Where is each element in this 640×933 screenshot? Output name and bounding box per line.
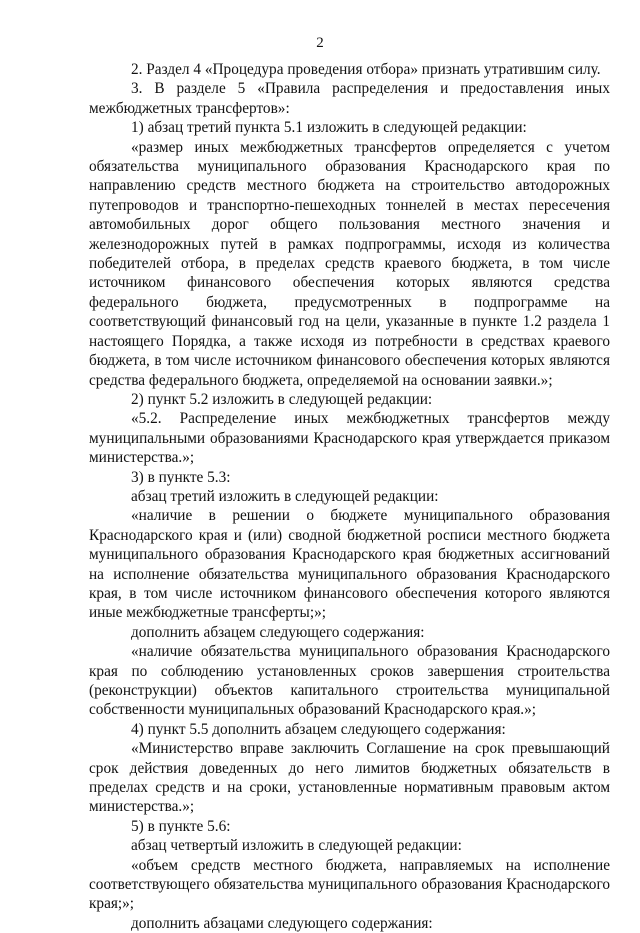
subparagraph-2: 2) пункт 5.2 изложить в следующей редакции:: [131, 390, 433, 408]
document-body: [89, 60, 610, 933]
subparagraph-3: 3) в пункте 5.3:: [131, 468, 231, 486]
quoted-text-5-1: «размер иных межбюджетных трансфертов определяется с учетом обязательства муниципального образования Краснодарского края по направлению средств местного бюджета на строительство автодорожных путепроводов и транспортно-пешеходных тоннелей в местах пересечения автомобильных дорог общего пользования местного значения и железнодорожных путей в рамках подпрограммы, исходя из количества победителей отбора, в пределах средств краевого бюджета, в том числе источником финансового обеспечения которых являются средства федерального бюджета, предусмотренных в подпрограмме на соответствующий финансовый год на цели, указанные в пункте 1.2 раздела 1 настоящего Порядка, а также исходя из потребности в средствах краевого бюджета, в том числе источником финансового обеспечения которых являются средства федерального бюджета, определяемой на основании заявки.»;: [89, 138, 610, 389]
quoted-text-5-6-fourth: «объем средств местного бюджета, направляемых на исполнение соответствующего обязательства муниципального образования Краснодарского края;»;: [89, 856, 610, 913]
page-number: 2: [316, 35, 324, 51]
quoted-text-5-2: «5.2. Распределение иных межбюджетных трансфертов между муниципальными образованиями Краснодарского края утверждается приказом министерства.»;: [89, 410, 610, 467]
paragraph-item-2: 2. Раздел 4 «Процедура проведения отбора» признать утратившим силу.: [131, 61, 601, 78]
quoted-text-5-3-added: «наличие обязательства муниципального образования Краснодарского края по соблюдению установленных сроков завершения строительства (реконструкции) объектов капитального строительства муниципальной собственности муниципальных образований Краснодарского края.»;: [89, 643, 610, 719]
instruction-text: дополнить абзацами следующего содержания:: [131, 914, 433, 932]
instruction-text: дополнить абзацем следующего содержания:: [131, 623, 425, 641]
subparagraph-4: 4) пункт 5.5 дополнить абзацем следующего содержания:: [131, 720, 506, 738]
subparagraph-1: 1) абзац третий пункта 5.1 изложить в следующей редакции:: [131, 119, 527, 137]
paragraph-item-3: 3. В разделе 5 «Правила распределения и предоставления иных межбюджетных трансфертов»:: [89, 80, 610, 117]
instruction-text: абзац четвертый изложить в следующей редакции:: [131, 837, 462, 855]
subparagraph-5: 5) в пункте 5.6:: [131, 817, 231, 835]
quoted-text-5-3-third: «наличие в решении о бюджете муниципального образования Краснодарского края и (или) сводной бюджетной росписи местного бюджета муниципального образования Краснодарского края бюджетных ассигнований на исполнение обязательства муниципального образования Краснодарского края, в том числе источником финансового обеспечения которого являются иные межбюджетные трансферты;»;: [89, 507, 610, 622]
quoted-text-5-5: «Министерство вправе заключить Соглашение на срок превышающий срок действия доведенных до него лимитов бюджетных обязательств в пределах средств и на сроки, установленные нормативным правовым актом министерства.»;: [89, 740, 610, 816]
instruction-text: абзац третий изложить в следующей редакции:: [131, 487, 439, 505]
